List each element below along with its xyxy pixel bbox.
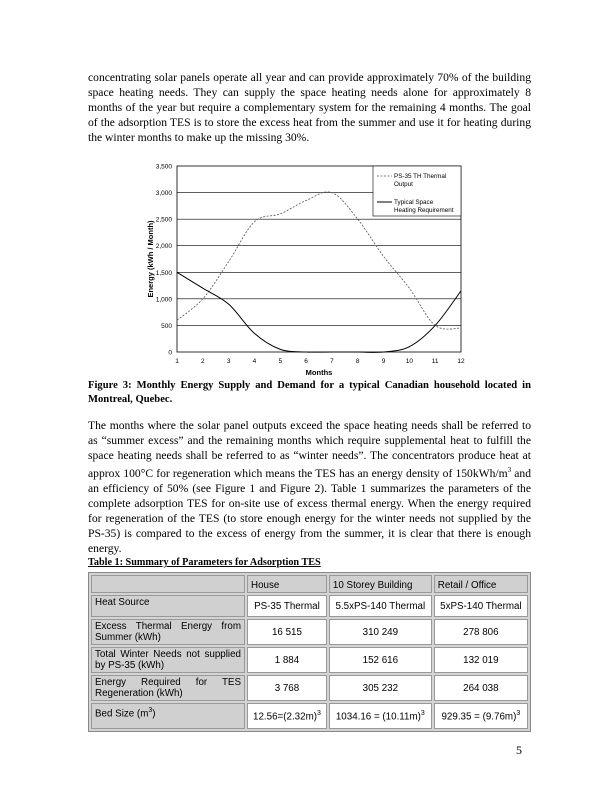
row-header: Total Winter Needs not supplied by PS-35 (kWh) [91,647,245,673]
table-cell: 152 616 [329,647,432,673]
paragraph-text-part2: and an efficiency of 50% (see Figure 1 and Figure 2). Table 1 summarizes the parameters of the complete adsorption TES for on-site use of excess thermal energy. When the energy required for regeneration of the TES (to store enough energy for the winter needs not supplied by the PS-35) is compared to the excess of energy from the summer, it is clear that there is enough energy. [88,466,531,555]
table-cell: 132 019 [434,647,528,673]
row-header-text: Bed Size (m [95,708,149,720]
x-tick-label: 10 [405,358,413,365]
table-header-row [91,575,528,593]
row-header: Energy Required for TES Regeneration (kWh) [91,675,245,701]
y-tick-label: 0 [168,349,172,357]
cell-text: 1034.16 = (10.11m) [335,711,421,723]
row-header: Heat Source [91,595,245,617]
legend-label-thermal-output-line2: Output [394,181,413,188]
x-tick-label: 4 [252,358,257,365]
column-header-retail: Retail / Office [434,575,528,593]
table-row [91,703,528,729]
table-row [91,595,528,617]
x-tick-label: 9 [381,358,386,365]
table-cell: 278 806 [434,619,528,645]
y-tick-label: 1,500 [155,269,172,277]
legend-label-heating-requirement-line2: Heating Requirement [394,207,454,214]
intro-paragraph: concentrating solar panels operate all year and can provide approximately 70% of the building space heating needs. They can supply the space heating needs alone for approximately 8 months of the year but require a complementary system for the remaining 4 months. The goal of the adsorption TES is to store the excess heat from the summer and use it for heating during the winter months to make up the missing 30%. [88,71,531,144]
table-row [91,647,528,673]
x-axis-label: Months [305,368,333,377]
column-header-building: 10 Storey Building [329,575,432,593]
body-paragraph [88,418,531,556]
y-tick-label: 3,500 [155,163,172,171]
legend-label-heating-requirement-line1: Typical Space [394,199,434,206]
paragraph-text-part1: The months where the solar panel outputs exceed the space heating needs shall be referred to as “summer excess” and the remaining months which require supplemental heat to fulfill the space heating needs shall be referred to as “winter needs”. The concentrators produce heat at approx 100°C for regeneration which means the TES has an energy density of 150kWh/m [88,419,531,480]
energy-chart [0,0,612,380]
table-row [91,675,528,701]
series-line-heating-requirement [177,272,461,352]
table-corner-cell [91,575,245,593]
table-cell [434,703,528,729]
cell-text: 12.56=(2.32m) [253,711,317,723]
table-cell: 16 515 [247,619,327,645]
y-tick-label: 2,500 [155,216,172,224]
x-tick-label: 8 [355,358,360,365]
table-cell [329,703,432,729]
table-cell: 3 768 [247,675,327,701]
table-title: Table 1: Summary of Parameters for Adsorption TES [88,557,321,568]
table-cell: 5xPS-140 Thermal [434,595,528,617]
superscript: 3 [420,709,425,717]
row-header-text: ) [152,708,156,720]
y-axis-label: Energy (kWh / Month) [146,220,155,298]
table-row [91,619,528,645]
table-cell [247,703,327,729]
x-tick-label: 3 [226,358,231,365]
x-tick-label: 2 [201,358,205,365]
superscript: 3 [148,707,153,714]
y-tick-label: 1,000 [155,296,172,304]
row-header [91,703,245,729]
x-tick-label: 7 [330,358,334,365]
x-tick-label: 12 [457,358,465,365]
parameters-table [88,572,531,732]
row-header: Excess Thermal Energy from Summer (kWh) [91,619,245,645]
table-cell: 310 249 [329,619,432,645]
chart-legend [373,166,461,216]
superscript: 3 [516,709,521,717]
cell-text: 929.35 = (9.76m) [441,711,517,723]
x-tick-label: 11 [431,358,439,365]
superscript: 3 [317,709,321,717]
table-cell: 5.5xPS-140 Thermal [329,595,432,617]
table-cell: PS-35 Thermal [247,595,327,617]
x-tick-label: 5 [278,358,283,365]
y-tick-label: 2,000 [155,243,172,251]
page-number: 5 [516,743,522,757]
x-tick-label: 1 [175,358,179,365]
figure-caption: Figure 3: Monthly Energy Supply and Demand for a typical Canadian household located in Montreal, Quebec. [88,380,531,405]
table-cell: 305 232 [329,675,432,701]
table-cell: 264 038 [434,675,528,701]
x-tick-label: 6 [304,358,308,365]
superscript: 3 [507,466,512,474]
y-tick-label: 500 [161,322,172,330]
y-tick-label: 3,000 [155,190,172,198]
table-cell: 1 884 [247,647,327,673]
legend-label-thermal-output-line1: PS-35 TH Thermal [394,173,447,180]
column-header-house: House [247,575,327,593]
